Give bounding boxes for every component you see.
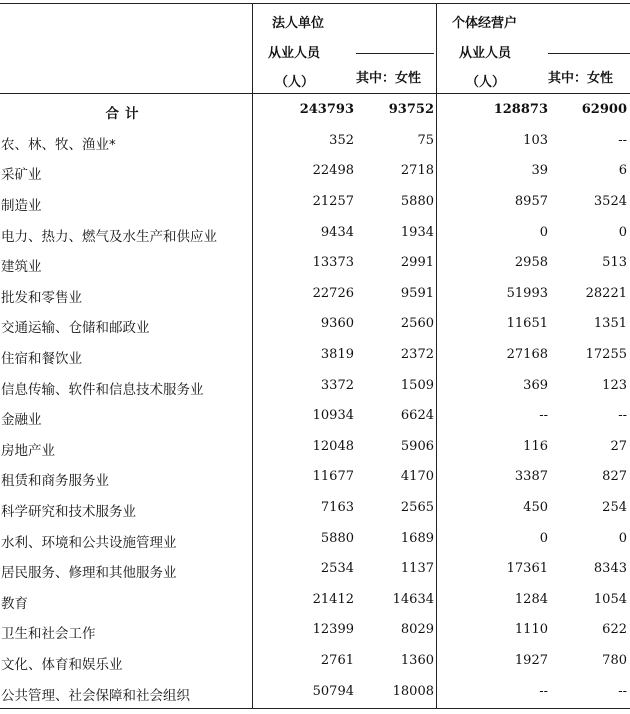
table-row: [0, 646, 630, 677]
legal-employees: 21412: [312, 591, 354, 607]
individual-female: 513: [602, 255, 627, 271]
legal-unit-sub-rule: [356, 53, 434, 54]
table-row: [0, 615, 630, 646]
legal-unit-unit: （人）: [275, 75, 315, 90]
individual-employees: 17361: [506, 561, 548, 577]
legal-female: 8029: [400, 622, 434, 638]
table-row: [0, 371, 630, 402]
legal-employees: 50794: [312, 683, 354, 699]
legal-employees: 9360: [320, 316, 354, 332]
industry-label: 住宿和餐饮业: [1, 350, 82, 367]
individual-female: 0: [618, 224, 627, 240]
industry-label: 交通运输、仓储和邮政业: [1, 320, 150, 337]
industry-label: 文化、体育和娱乐业: [1, 656, 123, 673]
legal-employees: 3372: [320, 377, 354, 393]
individual-female: 28221: [585, 285, 627, 301]
legal-female: 75: [417, 132, 434, 148]
legal-employees: 10934: [312, 408, 354, 424]
total-individual-female: 62900: [581, 102, 627, 117]
total-legal-female: 93752: [388, 102, 434, 117]
table-row: [0, 309, 630, 340]
industry-label: 科学研究和技术服务业: [1, 503, 136, 520]
individual-employees: 11651: [506, 316, 548, 332]
individual-employees: 103: [523, 132, 548, 148]
total-row: [0, 95, 630, 126]
industry-label: 电力、热力、燃气及水生产和供应业: [1, 228, 217, 245]
table-bottom-rule: [0, 708, 630, 709]
industry-label: 金融业: [1, 412, 42, 429]
individual-employees: 1284: [514, 591, 548, 607]
legal-employees: 21257: [312, 193, 354, 209]
industry-label: 批发和零售业: [1, 289, 82, 306]
individual-female: 3524: [593, 193, 627, 209]
legal-employees: 2761: [320, 652, 354, 668]
legal-female: 6624: [400, 408, 434, 424]
legal-female: 5880: [400, 193, 434, 209]
table-row: [0, 279, 630, 310]
legal-employees: 11677: [312, 469, 354, 485]
industry-label: 卫生和社会工作: [1, 626, 96, 643]
individual-female: 1351: [593, 316, 627, 332]
individual-unit: （人）: [466, 75, 506, 90]
total-individual-employees: 128873: [493, 102, 548, 117]
legal-female: 1137: [400, 561, 434, 577]
legal-female: 1509: [400, 377, 434, 393]
individual-employees: --: [539, 408, 548, 424]
legal-female: 14634: [392, 591, 434, 607]
individual-employees: 1110: [514, 622, 548, 638]
individual-female: 622: [602, 622, 627, 638]
industry-label: 教育: [1, 595, 28, 612]
legal-employees: 22498: [312, 163, 354, 179]
individual-employees: 369: [523, 377, 548, 393]
individual-female: --: [618, 132, 627, 148]
legal-female: 2560: [400, 316, 434, 332]
individual-employees: --: [539, 683, 548, 699]
legal-female: 1934: [400, 224, 434, 240]
individual-employees: 3387: [514, 469, 548, 485]
industry-label: 居民服务、修理和其他服务业: [1, 565, 177, 582]
individual-employees: 0: [539, 530, 548, 546]
individual-employees: 8957: [514, 193, 548, 209]
table-row: [0, 401, 630, 432]
industry-label: 信息传输、软件和信息技术服务业: [1, 381, 204, 398]
individual-employees: 从业人员: [459, 46, 512, 61]
individual-female: 17255: [585, 346, 627, 362]
individual-female: 8343: [593, 561, 627, 577]
table-row: [0, 126, 630, 157]
table-top-rule: [0, 3, 630, 4]
legal-employees: 2534: [320, 561, 354, 577]
table-row: [0, 462, 630, 493]
total-label: 合计: [105, 106, 145, 122]
header-bottom-rule: [0, 93, 630, 94]
industry-label: 租赁和商务服务业: [1, 473, 109, 490]
individual-title: 个体经营户: [452, 16, 518, 31]
table-row: [0, 493, 630, 524]
legal-employees: 13373: [312, 255, 354, 271]
table-row: [0, 554, 630, 585]
table-row: [0, 585, 630, 616]
table-row: [0, 187, 630, 218]
individual-employees: 2958: [514, 255, 548, 271]
individual-employees: 51993: [506, 285, 548, 301]
individual-employees: 1927: [514, 652, 548, 668]
legal-female: 9591: [400, 285, 434, 301]
individual-female: 6: [618, 163, 627, 179]
legal-female: 2565: [400, 499, 434, 515]
legal-employees: 9434: [320, 224, 354, 240]
table-row: [0, 248, 630, 279]
legal-female: 18008: [392, 683, 434, 699]
legal-employees: 12399: [312, 622, 354, 638]
legal-employees: 12048: [312, 438, 354, 454]
individual-employees: 116: [523, 438, 548, 454]
table-row: [0, 432, 630, 463]
individual-sub-rule: [548, 53, 630, 54]
industry-label: 采矿业: [1, 167, 42, 184]
individual-female: 123: [602, 377, 627, 393]
legal-female: 4170: [400, 469, 434, 485]
table-row: [0, 340, 630, 371]
legal-female: 2991: [400, 255, 434, 271]
individual-female: 27: [610, 438, 627, 454]
legal-female: 5906: [400, 438, 434, 454]
individual-employees: 0: [539, 224, 548, 240]
industry-label: 水利、环境和公共设施管理业: [1, 534, 177, 551]
legal-employees: 5880: [320, 530, 354, 546]
individual-female: 780: [602, 652, 627, 668]
industry-label: 公共管理、社会保障和社会组织: [1, 687, 190, 704]
legal-unit-female-header: 其中：女性: [356, 71, 422, 86]
table-row: [0, 218, 630, 249]
legal-female: 2372: [400, 346, 434, 362]
table-row: [0, 677, 630, 708]
individual-employees: 39: [531, 163, 548, 179]
individual-female: 254: [602, 499, 627, 515]
individual-female-header: 其中：女性: [548, 71, 614, 86]
legal-female: 2718: [400, 163, 434, 179]
legal-employees: 7163: [320, 499, 354, 515]
table-row: [0, 524, 630, 555]
legal-employees: 22726: [312, 285, 354, 301]
legal-unit-employees: 从业人员: [268, 46, 321, 61]
individual-female: --: [618, 408, 627, 424]
individual-female: 827: [602, 469, 627, 485]
industry-label: 房地产业: [1, 442, 55, 459]
individual-female: 1054: [593, 591, 627, 607]
table-row: [0, 156, 630, 187]
legal-female: 1360: [400, 652, 434, 668]
total-legal-employees: 243793: [299, 102, 354, 117]
individual-female: 0: [618, 530, 627, 546]
legal-employees: 352: [329, 132, 354, 148]
legal-female: 1689: [400, 530, 434, 546]
industry-label: 建筑业: [1, 259, 42, 276]
individual-employees: 450: [523, 499, 548, 515]
individual-female: --: [618, 683, 627, 699]
industry-label: 农、林、牧、渔业*: [1, 136, 116, 153]
legal-unit-title: 法人单位: [272, 16, 325, 31]
individual-employees: 27168: [506, 346, 548, 362]
legal-employees: 3819: [320, 346, 354, 362]
industry-label: 制造业: [1, 197, 42, 214]
